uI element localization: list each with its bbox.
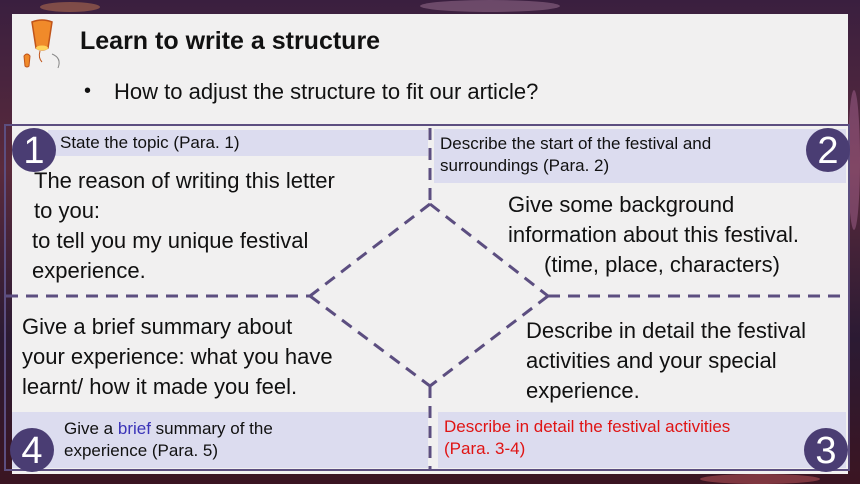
q4-tag-highlight: brief [117,419,151,438]
q2-tag [434,129,846,183]
q1-line: The reason of writing this letter [34,168,335,193]
q2-tag-line: surroundings (Para. 2) [440,156,610,175]
q2-tag-line: Describe the start of the festival and [440,134,712,153]
q2-line: Give some background [508,192,735,217]
q1-line: to you: [34,198,101,223]
q3-number-badge: 3 [804,428,848,472]
q2-body [508,190,799,280]
q4-body [22,312,333,402]
q4-line: learnt/ how it made you feel. [22,374,298,399]
q1-body-cont [32,226,308,286]
q3-body [526,316,806,406]
q4-tag-line2: experience (Para. 5) [64,441,219,460]
q4-tag-post: summary of the [150,419,273,438]
q3-line: Describe in detail the festival [526,318,807,343]
q4-line: Give a brief summary about [22,314,293,339]
q4-number-badge: 4 [10,428,54,472]
q3-line: experience. [526,378,640,403]
q2-number-badge: 2 [806,128,850,172]
guiding-question: How to adjust the structure to fit our article? [114,79,539,104]
q3-tag-line: Describe in detail the festival activities [444,417,731,436]
q4-tag-line [64,418,428,440]
bullet-marker: • [84,80,92,102]
q1-body [34,166,335,226]
q4-tag [12,412,428,468]
q3-line: activities and your special [526,348,777,373]
q1-line: experience. [32,258,146,283]
q2-line: (time, place, characters) [544,252,780,277]
q1-number-badge: 1 [12,128,56,172]
q3-tag-line: (Para. 3-4) [444,439,526,458]
q1-tag: State the topic (Para. 1) [48,130,428,156]
slide-title: Learn to write a structure [80,27,381,55]
q4-tag-pre: Give a [64,419,118,438]
q4-line: your experience: what you have [22,344,333,369]
q3-tag [438,412,846,468]
q2-line: information about this festival. [508,222,800,247]
q1-line: to tell you my unique festival [32,228,309,253]
